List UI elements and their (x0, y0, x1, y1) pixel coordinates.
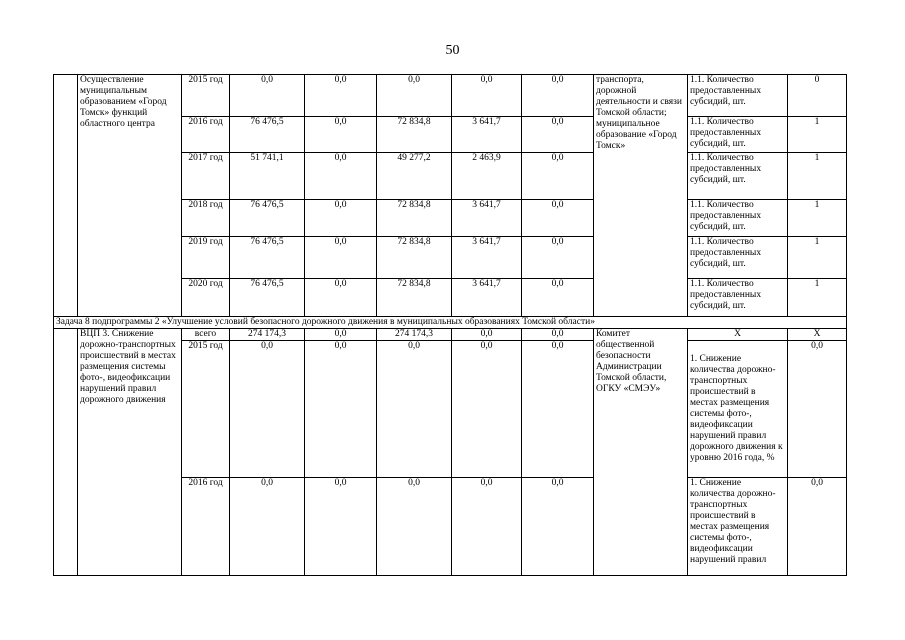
other-cell: 0,0 (522, 200, 594, 237)
local-cell: 0,0 (452, 478, 522, 576)
federal-cell: 0,0 (305, 279, 377, 317)
year-cell: всего (182, 329, 230, 341)
federal-cell: 0,0 (305, 478, 377, 576)
federal-cell: 0,0 (305, 237, 377, 279)
year-cell: 2020 год (182, 279, 230, 317)
indicator-value: Х (788, 329, 847, 341)
federal-cell: 0,0 (305, 153, 377, 200)
regional-cell: 0,0 (377, 341, 452, 478)
local-cell: 3 641,7 (452, 200, 522, 237)
other-cell: 0,0 (522, 279, 594, 317)
task-heading: Задача 8 подпрограммы 2 «Улучшение условий безопасного дорожного движения в муниципальных образованиях Томской области» (54, 317, 847, 329)
indicator-cell: Х (688, 329, 788, 341)
local-cell: 3 641,7 (452, 117, 522, 153)
indicator-value: 0 (788, 75, 847, 117)
indicator-value: 1 (788, 153, 847, 200)
other-cell: 0,0 (522, 341, 594, 478)
other-cell: 0,0 (522, 329, 594, 341)
regional-cell: 274 174,3 (377, 329, 452, 341)
local-cell: 3 641,7 (452, 279, 522, 317)
indicator-cell: 1.1. Количество предоставленных субсидий, шт. (688, 75, 788, 117)
indicator-value: 1 (788, 200, 847, 237)
total-cell: 76 476,5 (230, 279, 305, 317)
indicator-cell: 1.1. Количество предоставленных субсидий, шт. (688, 200, 788, 237)
local-cell: 3 641,7 (452, 237, 522, 279)
regional-cell: 0,0 (377, 478, 452, 576)
regional-cell: 72 834,8 (377, 279, 452, 317)
total-cell: 76 476,5 (230, 117, 305, 153)
federal-cell: 0,0 (305, 117, 377, 153)
local-cell: 0,0 (452, 329, 522, 341)
year-cell: 2017 год (182, 153, 230, 200)
local-cell: 0,0 (452, 341, 522, 478)
page-number: 50 (445, 43, 460, 58)
indicator-cell: 1.1. Количество предоставленных субсидий, шт. (688, 153, 788, 200)
regional-cell: 72 834,8 (377, 200, 452, 237)
other-cell: 0,0 (522, 478, 594, 576)
other-cell: 0,0 (522, 153, 594, 200)
year-cell: 2018 год (182, 200, 230, 237)
regional-cell: 72 834,8 (377, 237, 452, 279)
executor-cell: транспорта, дорожной деятельности и связи Томской области; муниципальное образование «Город Томск» (594, 75, 688, 317)
other-cell: 0,0 (522, 75, 594, 117)
total-cell: 51 741,1 (230, 153, 305, 200)
indicator-cell: 1.1. Количество предоставленных субсидий, шт. (688, 279, 788, 317)
year-cell: 2016 год (182, 117, 230, 153)
year-cell: 2019 год (182, 237, 230, 279)
indicator-cell: 1.1. Количество предоставленных субсидий, шт. (688, 117, 788, 153)
total-cell: 0,0 (230, 75, 305, 117)
indicator-cell: 1. Снижение количества дорожно-транспортных происшествий в местах размещения системы фото-, видеофиксации нарушений правил дорожного движения к уровню 2016 года, % (688, 341, 788, 478)
other-cell: 0,0 (522, 117, 594, 153)
indicator-cell: 1. Снижение количества дорожно-транспортных происшествий в местах размещения системы фото-, видеофиксации нарушений правил (688, 478, 788, 576)
activity-name: Осуществление муниципальным образованием «Город Томск» функций областного центра (78, 75, 182, 317)
indicator-value: 1 (788, 117, 847, 153)
total-cell: 76 476,5 (230, 200, 305, 237)
regional-cell: 72 834,8 (377, 117, 452, 153)
year-cell: 2016 год (182, 478, 230, 576)
other-cell: 0,0 (522, 237, 594, 279)
federal-cell: 0,0 (305, 200, 377, 237)
indicator-cell: 1.1. Количество предоставленных субсидий, шт. (688, 237, 788, 279)
total-cell: 0,0 (230, 341, 305, 478)
number-cell (54, 329, 78, 576)
local-cell: 0,0 (452, 75, 522, 117)
table-row (54, 317, 847, 329)
regional-cell: 49 277,2 (377, 153, 452, 200)
federal-cell: 0,0 (305, 329, 377, 341)
program-table (53, 74, 847, 576)
federal-cell: 0,0 (305, 75, 377, 117)
indicator-value: 1 (788, 237, 847, 279)
year-cell: 2015 год (182, 341, 230, 478)
table-row (54, 75, 847, 117)
table-row (54, 329, 847, 341)
total-cell: 76 476,5 (230, 237, 305, 279)
number-cell (54, 75, 78, 317)
indicator-value: 1 (788, 279, 847, 317)
total-cell: 0,0 (230, 478, 305, 576)
executor-cell: Комитет общественной безопасности Администрации Томской области, ОГКУ «СМЭУ» (594, 329, 688, 576)
activity-name: ВЦП 3. Снижение дорожно-транспортных происшествий в местах размещения системы фото-, видеофиксации нарушений правил дорожного движения (78, 329, 182, 576)
year-cell: 2015 год (182, 75, 230, 117)
indicator-value: 0,0 (788, 478, 847, 576)
federal-cell: 0,0 (305, 341, 377, 478)
total-cell: 274 174,3 (230, 329, 305, 341)
local-cell: 2 463,9 (452, 153, 522, 200)
regional-cell: 0,0 (377, 75, 452, 117)
indicator-value: 0,0 (788, 341, 847, 478)
